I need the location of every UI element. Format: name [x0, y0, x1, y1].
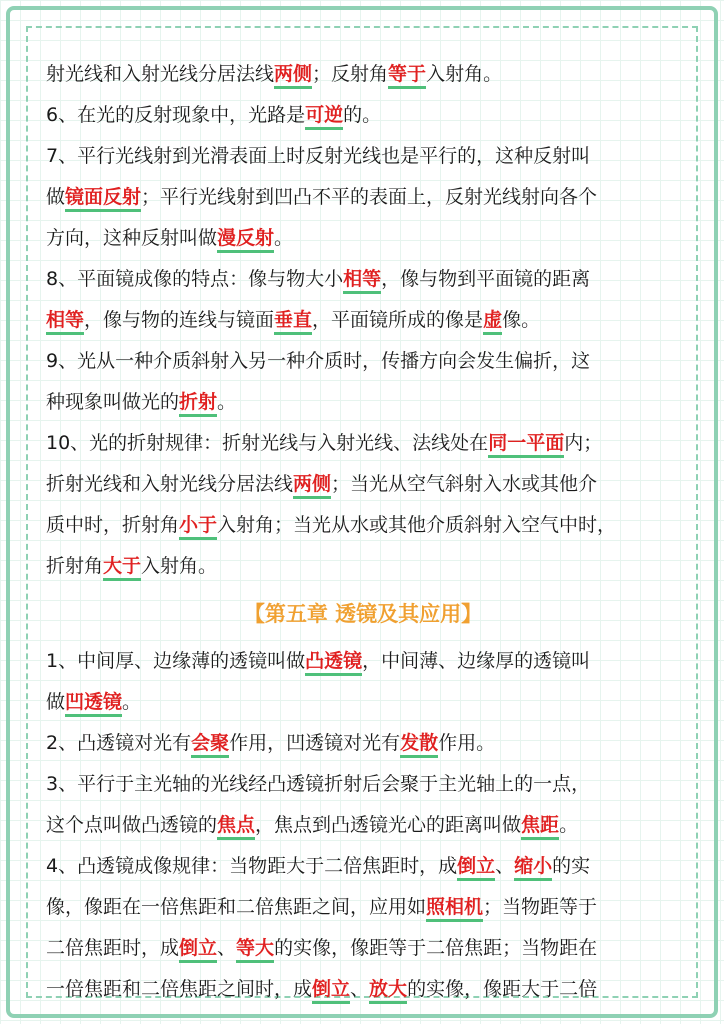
text-run: 像。	[502, 309, 541, 331]
section-lenses	[46, 641, 680, 1010]
highlighted-keyword: 等大	[236, 937, 274, 963]
text-run: 。	[217, 391, 237, 413]
highlighted-keyword: 倒立	[457, 855, 495, 881]
text-run: 、	[217, 937, 237, 959]
text-run: 质中时，折射角	[46, 514, 180, 536]
text-line	[46, 846, 680, 887]
text-run: 入射角。	[426, 63, 503, 85]
highlighted-keyword: 镜面反射	[65, 186, 141, 212]
highlighted-keyword: 倒立	[312, 978, 350, 1004]
text-run: 种现象叫做光的	[46, 391, 180, 413]
text-run: ；当物距等于	[483, 896, 598, 918]
text-run: 。	[122, 691, 142, 713]
highlighted-keyword: 垂直	[274, 309, 312, 335]
highlighted-keyword: 凹透镜	[65, 691, 122, 717]
text-line	[46, 805, 680, 846]
text-line	[46, 723, 680, 764]
text-line	[46, 300, 680, 341]
text-run: 。	[274, 227, 294, 249]
text-line	[46, 641, 680, 682]
highlighted-keyword: 发散	[400, 732, 438, 758]
highlighted-keyword: 相等	[46, 309, 84, 335]
text-run: 3、平行于主光轴的光线经凸透镜折射后会聚于主光轴上的一点，	[46, 773, 591, 795]
text-line	[46, 177, 680, 218]
highlighted-keyword: 等于	[388, 63, 426, 89]
text-run: 。	[559, 814, 579, 836]
highlighted-keyword: 同一平面	[488, 432, 564, 458]
text-line	[46, 969, 680, 1010]
section-light-reflection-refraction	[46, 54, 680, 587]
text-line	[46, 382, 680, 423]
text-run: 像，像距在一倍焦距和二倍焦距之间，应用如	[46, 896, 427, 918]
text-run: ；当光从空气斜射入水或其他介	[331, 473, 598, 495]
text-run: 入射角。	[141, 555, 218, 577]
text-line	[46, 764, 680, 805]
text-run: 6、在光的反射现象中，光路是	[46, 104, 306, 126]
text-run: 入射角；当光从水或其他介质斜射入空气中时，	[217, 514, 617, 536]
text-line	[46, 546, 680, 587]
chapter-heading: 【第五章 透镜及其应用】	[243, 602, 483, 626]
text-run: 内；	[564, 432, 603, 454]
highlighted-keyword: 焦点	[217, 814, 255, 840]
text-line	[46, 682, 680, 723]
highlighted-keyword: 小于	[179, 514, 217, 540]
text-run: 10、光的折射规律：折射光线与入射光线、法线处在	[46, 432, 489, 454]
highlighted-keyword: 折射	[179, 391, 217, 417]
text-run: 射光线和入射光线分居法线	[46, 63, 275, 85]
text-line	[46, 54, 680, 95]
highlighted-keyword: 两侧	[274, 63, 312, 89]
text-run: 、	[495, 855, 515, 877]
text-run: 方向，这种反射叫做	[46, 227, 218, 249]
text-line	[46, 887, 680, 928]
highlighted-keyword: 凸透镜	[305, 650, 362, 676]
highlighted-keyword: 可逆	[305, 104, 343, 130]
text-run: 做	[46, 691, 66, 713]
highlighted-keyword: 焦距	[521, 814, 559, 840]
text-line	[46, 505, 680, 546]
document-body	[46, 54, 680, 1010]
text-run: ；反射角	[312, 63, 389, 85]
text-run: 1、中间厚、边缘薄的透镜叫做	[46, 650, 306, 672]
text-run: 的。	[343, 104, 382, 126]
text-run: ，平面镜所成的像是	[312, 309, 484, 331]
text-run: 8、平面镜成像的特点：像与物大小	[46, 268, 344, 290]
text-run: 、	[350, 978, 370, 1000]
text-run: ，中间薄、边缘厚的透镜叫	[362, 650, 591, 672]
text-run: 一倍焦距和二倍焦距之间时，成	[46, 978, 313, 1000]
text-run: 的实	[552, 855, 591, 877]
text-line	[46, 95, 680, 136]
text-run: 2、凸透镜对光有	[46, 732, 192, 754]
text-line	[46, 423, 680, 464]
text-run: ，焦点到凸透镜光心的距离叫做	[255, 814, 522, 836]
text-line	[46, 341, 680, 382]
highlighted-keyword: 倒立	[179, 937, 217, 963]
text-run: 二倍焦距时，成	[46, 937, 180, 959]
text-run: 折射角	[46, 555, 104, 577]
text-run: 做	[46, 186, 66, 208]
text-run: 的实像，像距等于二倍焦距；当物距在	[274, 937, 598, 959]
highlighted-keyword: 两侧	[293, 473, 331, 499]
text-line	[46, 218, 680, 259]
highlighted-keyword: 缩小	[514, 855, 552, 881]
text-run: 9、光从一种介质斜射入另一种介质时，传播方向会发生偏折，这	[46, 350, 591, 372]
text-run: 4、凸透镜成像规律：当物距大于二倍焦距时，成	[46, 855, 458, 877]
highlighted-keyword: 相等	[343, 268, 381, 294]
text-run: ，像与物的连线与镜面	[84, 309, 275, 331]
highlighted-keyword: 虚	[483, 309, 502, 335]
text-line	[46, 464, 680, 505]
text-run: 作用。	[438, 732, 496, 754]
highlighted-keyword: 放大	[369, 978, 407, 1004]
text-line	[46, 259, 680, 300]
highlighted-keyword: 大于	[103, 555, 141, 581]
text-run: ，像与物到平面镜的距离	[381, 268, 591, 290]
highlighted-keyword: 会聚	[191, 732, 229, 758]
text-run: 的实像，像距大于二倍	[407, 978, 598, 1000]
text-run: 这个点叫做凸透镜的	[46, 814, 218, 836]
highlighted-keyword: 照相机	[426, 896, 483, 922]
text-line	[46, 136, 680, 177]
text-run: 折射光线和入射光线分居法线	[46, 473, 294, 495]
text-run: 7、平行光线射到光滑表面上时反射光线也是平行的，这种反射叫	[46, 145, 591, 167]
text-line	[46, 928, 680, 969]
highlighted-keyword: 漫反射	[217, 227, 274, 253]
text-run: ；平行光线射到凹凸不平的表面上，反射光线射向各个	[141, 186, 598, 208]
text-run: 作用，凹透镜对光有	[229, 732, 401, 754]
